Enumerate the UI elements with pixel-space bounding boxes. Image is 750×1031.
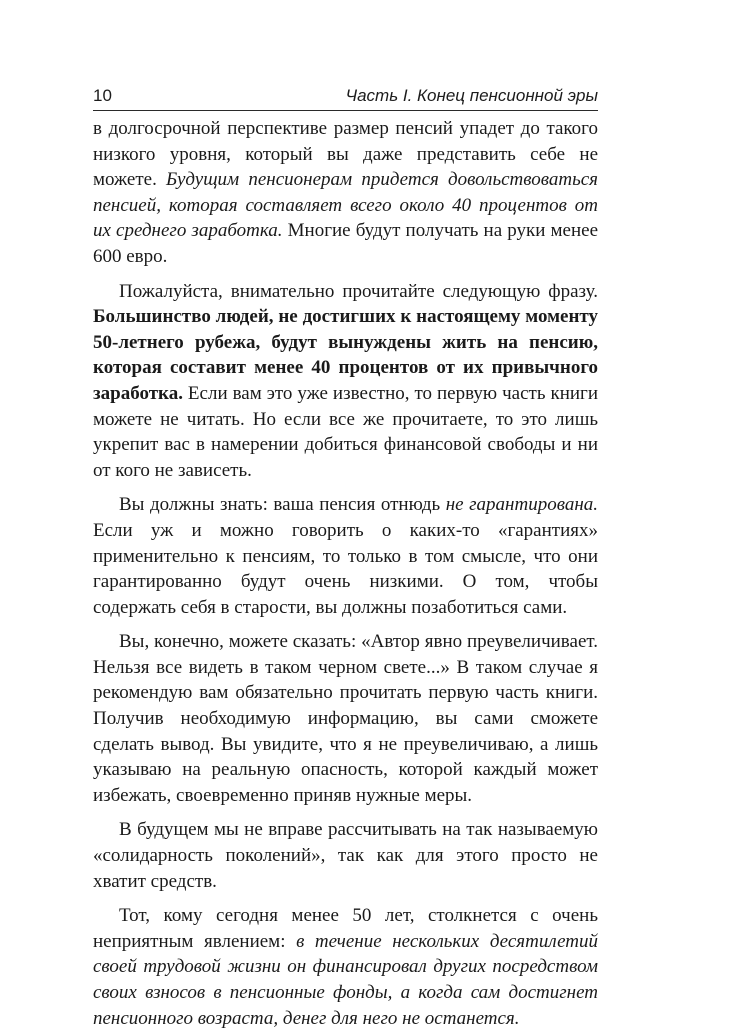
paragraph-2-text-end: Если вам это уже известно, то первую часть книги можете не читать. Но если все же прочитаете, то это лишь укрепит вас в намерении добиться финансовой свободы и ни от кого не зависеть. bbox=[93, 382, 598, 481]
paragraph-5-text: В будущем мы не вправе рассчитывать на так называемую «солидарность поколений», так как для этого просто не хватит средств. bbox=[93, 819, 598, 892]
paragraph-3 bbox=[93, 492, 598, 620]
chapter-title: Часть I. Конец пенсионной эры bbox=[345, 86, 598, 105]
paragraph-3-text: Вы должны знать: ваша пенсия отнюдь bbox=[119, 494, 446, 516]
paragraph-1-italic: Будущим пенсионерам придется довольствоваться пенсией, которая составляет всего около 40 процентов от их среднего заработка. bbox=[93, 169, 598, 242]
header-rule bbox=[93, 110, 598, 111]
running-head bbox=[93, 84, 598, 108]
paragraph-2-text: Пожалуйста, внимательно прочитайте следующую фразу. bbox=[119, 280, 598, 302]
paragraph-4 bbox=[93, 629, 598, 808]
paragraph-3-text-end: Если уж и можно говорить о каких-то «гарантиях» применительно к пенсиям, то только в том смысле, что они гарантированно будут очень низкими. О том, чтобы содержать себя в старости, вы должны позаботиться сами. bbox=[93, 519, 598, 618]
page-number: 10 bbox=[93, 86, 112, 105]
paragraph-3-italic: не гарантирована. bbox=[445, 494, 598, 516]
paragraph-5 bbox=[93, 817, 598, 894]
paragraph-1-text-end: Многие будут получать на руки менее 600 евро. bbox=[93, 220, 599, 267]
paragraph-1-text: в долгосрочной перспективе размер пенсий упадет до такого низкого уровня, который вы даже представить себе не можете. bbox=[93, 118, 598, 191]
paragraph-2 bbox=[93, 279, 598, 484]
paragraph-6-italic: в течение нескольких десятилетий своей трудовой жизни он финансировал других посредством своих взносов в пенсионные фонды, а когда сам достигнет пенсионного возраста, денег для него не останется. bbox=[93, 930, 598, 1029]
paragraph-6-text: Тот, кому сегодня менее 50 лет, столкнется с очень неприятным явлением: bbox=[93, 905, 598, 952]
paragraph-1 bbox=[93, 116, 598, 270]
paragraph-2-bold: Большинство людей, не достигших к настоящему моменту 50-летнего рубежа, будут вынуждены жить на пенсию, которая составит менее 40 процентов от их привычного заработка. bbox=[93, 306, 598, 404]
body-text bbox=[93, 116, 598, 1031]
paragraph-6 bbox=[93, 903, 598, 1031]
paragraph-4-text: Вы, конечно, можете сказать: «Автор явно преувеличивает. Нельзя все видеть в таком черном свете...» В таком случае я рекомендую вам обязательно прочитать первую часть книги. Получив необходимую информацию, вы сами сможете сделать вывод. Вы увидите, что я не преувеличиваю, а лишь указываю на реальную опасность, которой каждый может избежать, своевременно приняв нужные меры. bbox=[93, 631, 598, 806]
